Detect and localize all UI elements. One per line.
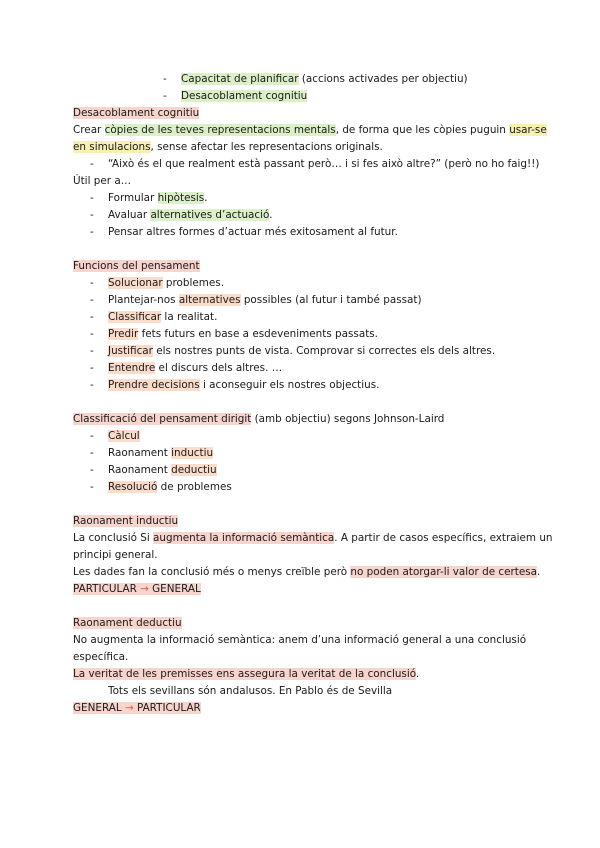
dash: - bbox=[90, 362, 94, 374]
dash: - bbox=[163, 90, 167, 102]
arrow-right-icon: → bbox=[140, 583, 149, 595]
highlight: Capacitat de planificar bbox=[181, 73, 299, 85]
dash: - bbox=[90, 481, 94, 493]
paragraph-line: principi general. bbox=[73, 549, 158, 561]
highlight: Solucionar bbox=[108, 277, 163, 289]
direction-line: PARTICULAR → GENERAL bbox=[73, 583, 201, 595]
section-heading-classificacio: Classificació del pensament dirigit (amb objectiu) segons Johnson-Laird bbox=[73, 413, 445, 425]
highlight: Desacoblament cognitiu bbox=[181, 90, 308, 102]
dash: - bbox=[90, 158, 94, 170]
highlight: augmenta la informació semàntica bbox=[153, 532, 335, 544]
direction-line: GENERAL → PARTICULAR bbox=[73, 702, 201, 714]
section-heading-funcions: Funcions del pensament bbox=[73, 260, 200, 272]
highlight: en simulacions bbox=[73, 141, 151, 153]
highlight: hipòtesis bbox=[157, 192, 205, 204]
util-label: Útil per a… bbox=[73, 175, 132, 187]
section-heading-deductiu: Raonament deductiu bbox=[73, 617, 182, 629]
example-line: Tots els sevillans són andalusos. En Pablo és de Sevilla bbox=[108, 685, 393, 697]
dash: - bbox=[90, 277, 94, 289]
paragraph-line: en simulacions, sense afectar les representacions originals. bbox=[73, 141, 383, 153]
section-heading-inductiu: Raonament inductiu bbox=[73, 515, 179, 527]
paragraph-line: específica. bbox=[73, 651, 129, 663]
dash: - bbox=[90, 447, 94, 459]
highlight: deductiu bbox=[171, 464, 217, 476]
dash: - bbox=[90, 294, 94, 306]
highlight: Entendre bbox=[108, 362, 156, 374]
dash: - bbox=[90, 328, 94, 340]
highlight: alternatives d’actuació bbox=[150, 209, 270, 221]
highlight: La veritat de les premisses ens assegura la veritat de la conclusió bbox=[73, 668, 416, 680]
dash: - bbox=[163, 73, 167, 85]
highlight: alternatives bbox=[178, 294, 241, 306]
dash: - bbox=[90, 464, 94, 476]
dash: - bbox=[90, 379, 94, 391]
highlight: Justificar bbox=[108, 345, 153, 357]
highlight: còpies de les teves representacions mentals bbox=[104, 124, 336, 136]
section-heading-desacoblament: Desacoblament cognitiu bbox=[73, 107, 200, 119]
highlight: Classificar bbox=[108, 311, 162, 323]
dash: - bbox=[90, 311, 94, 323]
dash: - bbox=[90, 209, 94, 221]
highlight: no poden atorgar-li valor de certesa bbox=[350, 566, 538, 578]
paragraph-line: Les dades fan la conclusió més o menys creïble però no poden atorgar-li valor de certesa. bbox=[73, 566, 541, 578]
highlight: usar-se bbox=[509, 124, 547, 136]
highlight: Resolució bbox=[108, 481, 158, 493]
dash: - bbox=[90, 226, 94, 238]
paragraph-line: La conclusió Si augmenta la informació semàntica. A partir de casos específics, extraiem un bbox=[73, 532, 553, 544]
highlight: inductiu bbox=[171, 447, 214, 459]
highlight: Prendre decisions bbox=[108, 379, 200, 391]
dash: - bbox=[90, 430, 94, 442]
paragraph-line: La veritat de les premisses ens assegura la veritat de la conclusió. bbox=[73, 668, 420, 680]
highlight: Predir bbox=[108, 328, 139, 340]
dash: - bbox=[90, 345, 94, 357]
highlight: Càlcul bbox=[108, 430, 140, 442]
arrow-right-icon: → bbox=[124, 702, 134, 714]
dash: - bbox=[90, 192, 94, 204]
paragraph-line: No augmenta la informació semàntica: anem d’una informació general a una conclusió bbox=[73, 634, 527, 646]
paragraph-line: Crear còpies de les teves representacions mentals, de forma que les còpies puguin usar-se bbox=[73, 124, 547, 136]
document-page: - Capacitat de planificar (accions activades per objectiu) - Desacoblament cognitiu Desacoblament cognitiu Crear còpies de les teves representacions mentals, de forma que les còpies puguin usar-se en simulacions, sense afectar les representacions originals. - “Això és el que realment està passant però… i si fes això altre?” (però no ho faig!!) Útil per a… - Formular hipòtesis. - Avaluar alternatives d’actuació. - Pensar altres formes d’actuar més exitosament al futur. Funcions del pensament - Solucionar problemes. - Plantejar-nos alternatives possibles (al futur i també passat) - Classificar la realitat. - Predir fets futurs en base a esdeveniments passats. - Justificar els nostres punts de vista. Comprovar si correctes els dels altres. - Entendre el discurs dels altres. … - Prendre decisions i aconseguir els nostres objectius. Classificació del pensament dirigit (amb objectiu) segons Johnson-Laird - Càlcul - Raonament inductiu - Raonament deductiu - Resolució de problemes Raonament inductiu La conclusió Si augmenta la informació semàntica. A partir de casos específics, extraiem un principi general. Les dades fan la conclusió més o menys creïble però no poden atorgar-li valor de certesa. PARTICULAR → GENERAL Raonament deductiu No augmenta la informació semàntica: anem d’una informació general a una conclusió específica. La veritat de les premisses ens assegura la veritat de la conclusió. Tots els sevillans són andalusos. En Pablo és de Sevilla GENERAL → PARTICULAR bbox=[0, 0, 600, 848]
